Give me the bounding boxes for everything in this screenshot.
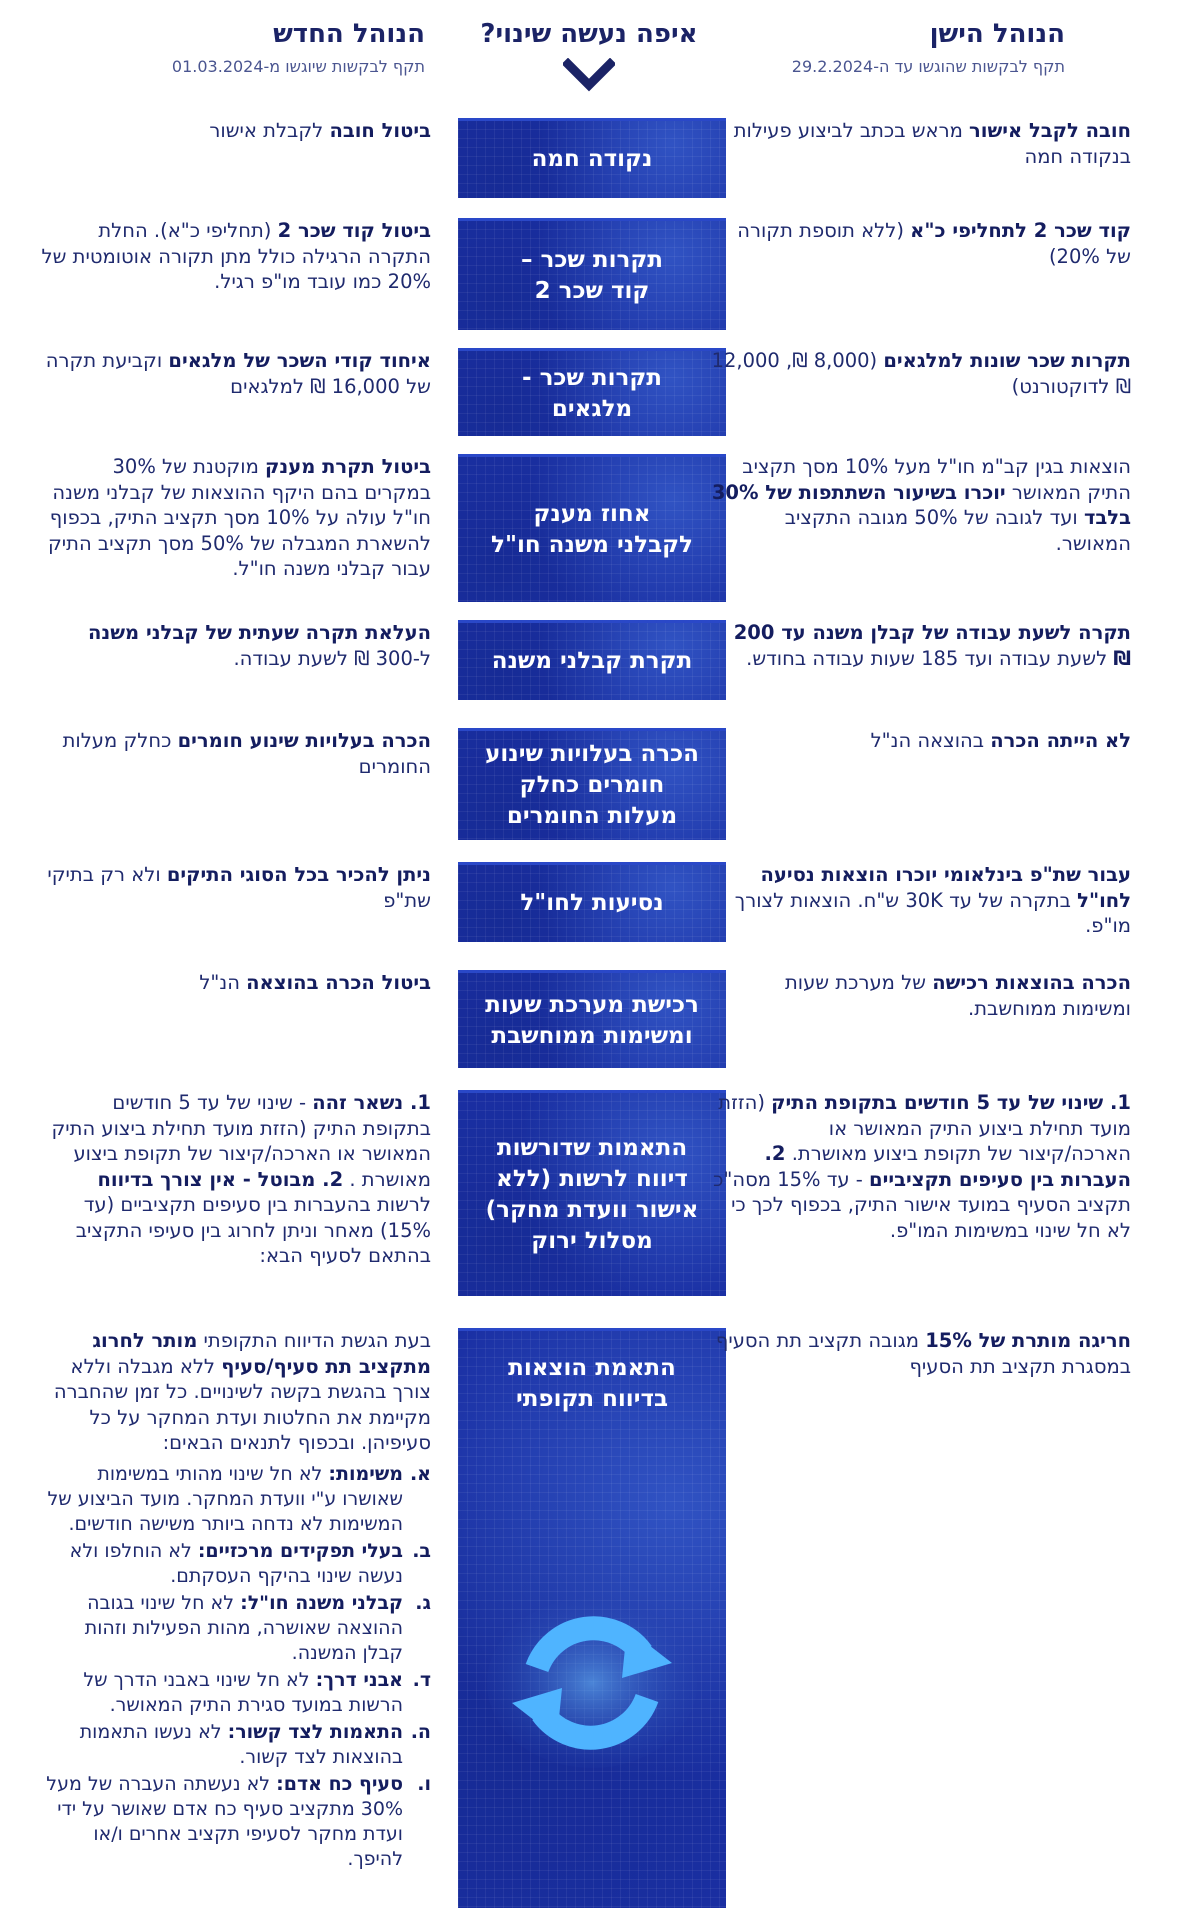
- topic-line: אישור וועדת מחקר): [485, 1196, 699, 1223]
- change-topic-travel-abroad: [458, 862, 726, 942]
- text: (הזזת מועד תחילת ביצוע התיק המאושר או הארכה/קיצור של תקופת ביצוע מאושרת.: [718, 1091, 1131, 1165]
- condition-text: לא חל שינוי מהותי במשימות שאושרו ע"י וועדת המחקר. מועד הביצוע של המשימות לא נדחה ביותר משישה חודשים.: [47, 1462, 403, 1535]
- condition-text: לא חל שינוי בגובה ההוצאה שאושרה, מהות הפעילות וזהות קבלן המשנה.: [84, 1591, 403, 1664]
- topic-line: מעלות החומרים: [506, 803, 678, 829]
- text: בעת הגשת הדיווח התקופתי: [197, 1329, 431, 1352]
- change-topic-salary-cap-scholars: [458, 348, 726, 436]
- text: כחלק מעלות החומרים: [62, 729, 431, 778]
- condition-title: התאמות לצד קשור:: [227, 1720, 403, 1743]
- bold-text: חריגה מותרת של 15%: [925, 1329, 1131, 1352]
- text: (תחליפי כ"א). החלת התקרה הרגילה כולל מתן תקורה אוטומטית של 20% כמו עובד מו"פ רגיל.: [41, 219, 431, 293]
- bold-text: תקרות שכר שונות למלגאים: [883, 349, 1131, 372]
- condition-label: ה.: [410, 1720, 431, 1743]
- new-procedure-text: [41, 1090, 431, 1269]
- bold-text: לא הייתה הכרה: [990, 729, 1131, 752]
- condition-text: לא הוחלפו ולא נעשה שינוי בהיקף העסקתם.: [69, 1539, 403, 1587]
- topic-line: נקודה חמה: [531, 146, 653, 172]
- text: וקביעת תקרה של 16,000 ₪ למלגאים: [45, 349, 431, 398]
- change-topic-time-tracking-system: [458, 970, 726, 1068]
- text: לרשות בהעברות בין סעיפים תקציביים (עד 15%) מאחר וניתן לחרוג בין סעיפי התקציב בהתאם לסעיף הבא:: [75, 1193, 431, 1267]
- change-topic-materials-shipping: [458, 728, 726, 840]
- condition-item: [41, 1591, 431, 1666]
- condition-text: לא נעשו התאמות בהוצאות לצד קשור.: [79, 1720, 403, 1768]
- text: מגובה תקציב תת הסעיף במסגרת תקציב תת הסעיף: [715, 1329, 1131, 1378]
- text: ועד לגובה של 50% מגובה התקציב המאושר.: [784, 506, 1131, 555]
- old-procedure-text: [711, 454, 1131, 556]
- topic-line: דיווח לרשות (ללא: [496, 1165, 688, 1192]
- bold-text: ביטול הכרה בהוצאה: [246, 971, 431, 994]
- text: הוצאות בגין קב"מ חו"ל מעל 10% מסך תקציב התיק המאושר: [742, 455, 1131, 504]
- bold-text: איחוד קודי השכר של מלגאים: [168, 349, 431, 372]
- bold-text: 2. העברות בין סעיפים תקציביים: [764, 1142, 1131, 1191]
- new-procedure-subtitle: תקף לבקשות שיוגשו מ-01.03.2024: [171, 57, 425, 76]
- condition-item: [41, 1668, 431, 1718]
- condition-item: [41, 1772, 431, 1872]
- condition-label: ב.: [412, 1539, 431, 1562]
- text: מוקטנת של 30% במקרים בהם היקף ההוצאות של קבלני משנה חו"ל עולה על 10% מסך תקציב התיק, בכפוף להשארת המגבלה של 50% מסך תקציב התיק עבור קבלני משנה חו"ל.: [47, 455, 431, 580]
- old-procedure-text: [711, 348, 1131, 399]
- text: (8,000 ₪, 12,000 ₪ לדוקטורנט): [711, 349, 1131, 398]
- old-procedure-text: [711, 118, 1131, 169]
- condition-item: [41, 1720, 431, 1770]
- condition-title: קבלני משנה חו"ל:: [240, 1591, 403, 1614]
- topic-line: תקרת קבלני משנה: [491, 648, 693, 674]
- change-topic-budget-adjustments: [458, 1090, 726, 1296]
- change-column-title: איפה נעשה שינוי?: [480, 19, 698, 49]
- text: (ללא תוספת תקורה של 20%): [737, 219, 1131, 268]
- old-procedure-text: [711, 862, 1131, 939]
- condition-title: סעיף כח אדם:: [276, 1772, 403, 1795]
- text: ללא מגבלה וללא צורך בהגשת בקשה לשינויים. כל זמן שהחברה מקיימת את החלטות ועדת המחקר על כל סעיפיהן. ובכפוף לתנאים הבאים:: [53, 1354, 431, 1454]
- new-procedure-text: [41, 454, 431, 582]
- text: לשעת עבודה ועד 185 שעות עבודה בחודש.: [746, 646, 1114, 670]
- text: - עד 15% מסה"כ תקציב הסעיף במועד אישור התיק, בכפוף לכך כי לא חל שינוי במשימות המו"פ.: [713, 1167, 1131, 1242]
- condition-text: לא חל שינוי באבני הדרך של הרשות במועד סגירת התיק המאושר.: [83, 1668, 403, 1716]
- new-procedure-text: [41, 118, 431, 144]
- change-topic-subcontractor-cap: [458, 620, 726, 700]
- bold-text: מותר לחרוג מתקציב תת סעיף/סעיף: [92, 1329, 431, 1378]
- old-procedure-text: [711, 970, 1131, 1021]
- condition-item: [41, 1462, 431, 1537]
- condition-text: לא נעשתה העברה של מעל 30% מתקציב סעיף כח אדם שאושר על ידי ועדת מחקר לסעיפי תקציב אחרים ו/או להיפך.: [46, 1772, 403, 1870]
- text: מראש בכתב לביצוע פעילות בנקודה חמה: [733, 119, 1131, 168]
- text: ולא רק בתיקי שת"פ: [47, 863, 431, 912]
- bold-text: העלאת תקרה שעתית של קבלני משנה: [88, 621, 431, 644]
- topic-line: לקבלני משנה חו"ל: [491, 531, 693, 558]
- condition-label: ד.: [412, 1668, 431, 1691]
- bold-text: הכרה בהוצאות רכישה: [932, 971, 1131, 994]
- refresh-cycle-icon: [487, 1598, 697, 1768]
- topic-line: נסיעות לחו"ל: [520, 890, 664, 916]
- topic-line: ומשימות ממוחשבת: [491, 1022, 693, 1049]
- old-procedure-title: הנוהל הישן: [929, 19, 1065, 49]
- text: בהוצאה הנ"ל: [870, 729, 991, 752]
- new-procedure-text: [41, 862, 431, 913]
- bold-text: 1. שינוי של עד 5 חודשים בתקופת התיק: [771, 1091, 1131, 1114]
- topic-line: בדיווח תקופתי: [515, 1386, 669, 1412]
- text: ל-300 ₪ לשעת עבודה.: [233, 646, 431, 670]
- topic-line: מסלול ירוק: [531, 1227, 653, 1254]
- new-procedure-header: [65, 18, 425, 78]
- bold-text: עבור שת"פ בינלאומי יוכרו הוצאות נסיעה לחו"ל: [760, 863, 1131, 912]
- old-procedure-text: [711, 218, 1131, 269]
- topic-line: רכישת מערכת שעות: [485, 991, 699, 1018]
- change-topic-grant-percent-subcontractors: [458, 454, 726, 602]
- bold-text: הכרה בעלויות שינוע חומרים: [177, 729, 431, 752]
- new-procedure-text: [41, 218, 431, 295]
- new-procedure-text: [41, 348, 431, 399]
- topic-line: קוד שכר 2: [534, 277, 650, 304]
- topic-line: מלגאים: [551, 395, 633, 422]
- chevron-down-icon: [563, 58, 615, 92]
- bold-text: חובה לקבל אישור: [969, 119, 1131, 142]
- condition-title: משימות:: [328, 1462, 403, 1485]
- old-procedure-text: [711, 620, 1131, 671]
- text: של מערכת שעות ומשימות ממוחשבת.: [784, 971, 1131, 1020]
- old-procedure-text: [711, 1090, 1131, 1243]
- conditions-list: [41, 1462, 431, 1872]
- text: לקבלת אישור: [209, 119, 330, 142]
- bold-text: תקרה לשעת עבודה של קבלן משנה עד 200 ₪: [733, 621, 1131, 670]
- topic-line: תקרות שכר –: [521, 246, 663, 273]
- change-column-header: [455, 18, 723, 92]
- text: בתקרה של עד 30K ש"ח. הוצאות לצורך מו"פ.: [734, 888, 1131, 937]
- text: - שינוי של עד 5 חודשים בתקופת התיק (הזזת מועד תחילת ביצוע התיק המאושר או הארכה/קיצור של תקופת ביצוע מאושרת .: [51, 1091, 431, 1191]
- condition-title: אבני דרך:: [315, 1668, 403, 1691]
- condition-title: בעלי תפקידים מרכזיים:: [197, 1539, 403, 1562]
- new-procedure-text: [41, 1328, 431, 1874]
- change-topic-hot-spot: [458, 118, 726, 198]
- condition-label: ו.: [417, 1772, 431, 1795]
- old-procedure-subtitle: תקף לבקשות שהוגשו עד ה-29.2.2024: [791, 57, 1065, 76]
- bold-text: קוד שכר 2 לתחליפי כ"א: [910, 219, 1131, 242]
- topic-line: הכרה בעלויות שינוע: [485, 741, 699, 767]
- old-procedure-text: [711, 728, 1131, 754]
- bold-text: ניתן להכיר בכל הסוגי התיקים: [166, 863, 431, 886]
- condition-label: א.: [409, 1462, 431, 1485]
- new-procedure-text: [41, 970, 431, 996]
- old-procedure-text: [711, 1328, 1131, 1379]
- bold-text: ביטול קוד שכר 2: [277, 219, 431, 242]
- new-procedure-title: הנוהל החדש: [273, 19, 425, 49]
- condition-item: [41, 1539, 431, 1589]
- new-procedure-intro: [41, 1328, 431, 1456]
- bold-text: 1. נשאר זהה: [312, 1091, 431, 1114]
- change-topic-periodic-report: [458, 1328, 726, 1908]
- bold-text: ביטול תקרת מענק: [265, 455, 431, 478]
- comparison-row-periodic-report: [0, 1328, 1181, 1908]
- condition-label: ג.: [415, 1591, 431, 1614]
- change-topic-salary-cap-code2: [458, 218, 726, 330]
- new-procedure-text: [41, 728, 431, 779]
- bold-text: 2. מבוטל - אין צורך בדיווח: [97, 1167, 344, 1191]
- topic-line: התאמת הוצאות: [508, 1355, 676, 1381]
- bold-text: יוכרו בשיעור השתתפות של 30% בלבד: [711, 480, 1131, 529]
- text: הנ"ל: [199, 971, 247, 994]
- topic-line: תקרות שכר -: [522, 364, 662, 391]
- new-procedure-text: [41, 620, 431, 671]
- topic-line: חומרים כחלק: [519, 772, 665, 798]
- bold-text: ביטול חובה: [329, 119, 431, 142]
- topic-line: אחוז מענק: [533, 500, 651, 527]
- topic-line: התאמות שדורשות: [496, 1134, 688, 1161]
